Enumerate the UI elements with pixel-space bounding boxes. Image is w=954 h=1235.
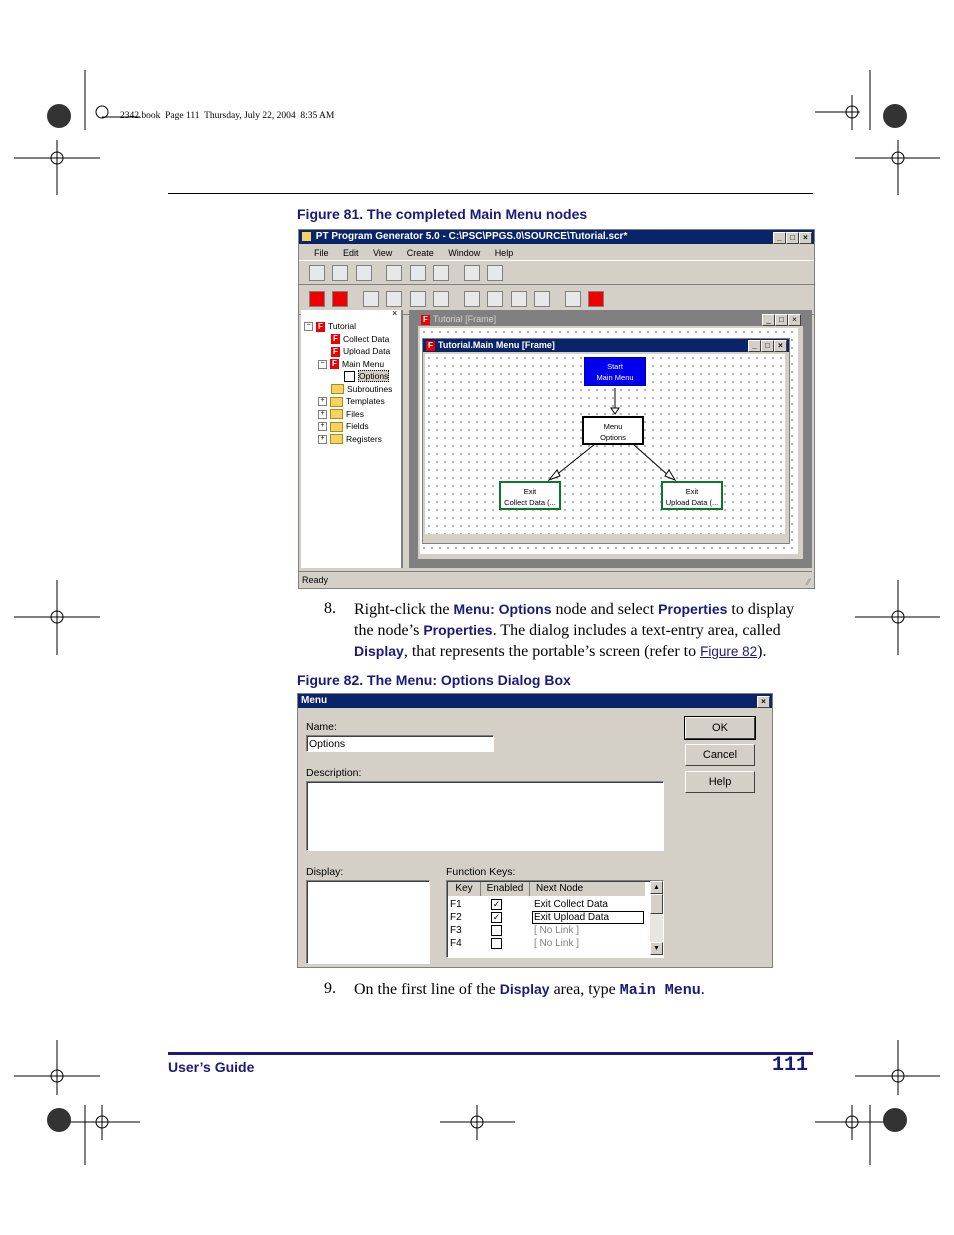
step8-number: 8. bbox=[324, 600, 336, 617]
tree-item-options[interactable]: Options bbox=[304, 370, 401, 383]
exit-collect-node[interactable]: Exit Collect Data (... bbox=[499, 481, 561, 510]
step9-paragraph: On the first line of the Display area, type Main Menu. bbox=[354, 981, 705, 999]
new-file-icon[interactable] bbox=[309, 265, 325, 281]
folder-icon bbox=[330, 422, 343, 432]
tree-item-templates[interactable]: + Templates bbox=[304, 395, 401, 408]
frame-close-button[interactable]: × bbox=[788, 314, 801, 326]
figure82-link[interactable]: Figure 82 bbox=[700, 644, 758, 659]
figure81-caption: Figure 81. The completed Main Menu nodes bbox=[297, 206, 588, 222]
table-row[interactable]: F4 [ No Link ] bbox=[450, 938, 580, 949]
table-row[interactable]: F2 ✓ Exit Upload Data bbox=[448, 911, 645, 924]
footer-rule bbox=[168, 1052, 813, 1055]
header-stamp: 2342.book Page 111 Thursday, July 22, 2004 8:35 AM bbox=[120, 111, 335, 121]
help-icon[interactable] bbox=[487, 265, 503, 281]
frame-icon: F bbox=[330, 359, 339, 369]
description-textarea[interactable] bbox=[306, 781, 664, 851]
dialog-title-bar bbox=[298, 694, 772, 708]
menu-bar bbox=[299, 244, 814, 261]
folder-icon bbox=[331, 384, 344, 394]
status-bar bbox=[299, 571, 812, 588]
tree-item-registers[interactable]: + Registers bbox=[304, 433, 401, 446]
tree-pane-close-icon[interactable]: × bbox=[392, 308, 398, 318]
save-icon[interactable] bbox=[356, 265, 372, 281]
enabled-checkbox[interactable] bbox=[491, 925, 502, 936]
table-header bbox=[448, 882, 645, 896]
app-title-bar bbox=[299, 230, 814, 244]
scrollbar[interactable] bbox=[650, 881, 663, 955]
frame-icon: F bbox=[421, 315, 430, 325]
expand-icon[interactable]: + bbox=[318, 435, 327, 444]
folder-icon bbox=[330, 397, 343, 407]
minimize-button[interactable]: _ bbox=[773, 232, 786, 244]
name-input[interactable]: Options bbox=[306, 735, 494, 752]
function-keys-label: Function Keys: bbox=[446, 866, 516, 878]
description-label: Description: bbox=[306, 767, 362, 779]
menu-edit[interactable]: Edit bbox=[342, 248, 359, 258]
table-row[interactable]: F3 [ No Link ] bbox=[450, 925, 580, 936]
shape-icon-1[interactable] bbox=[386, 291, 402, 307]
top-rule bbox=[168, 193, 813, 194]
close-button[interactable]: × bbox=[799, 232, 812, 244]
cut-icon[interactable] bbox=[386, 265, 402, 281]
node-icon-1[interactable] bbox=[464, 291, 480, 307]
inner-close-button[interactable]: × bbox=[774, 340, 787, 352]
frame-title-bar: F Tutorial [Frame] _ □ × bbox=[418, 313, 803, 326]
subroutine-icon[interactable] bbox=[332, 291, 348, 307]
status-text: Ready bbox=[302, 575, 329, 585]
copy-icon[interactable] bbox=[410, 265, 426, 281]
paste-icon[interactable] bbox=[433, 265, 449, 281]
node-icon-3[interactable] bbox=[511, 291, 527, 307]
template-icon[interactable] bbox=[363, 291, 379, 307]
resize-grip-icon[interactable]: ⁄⁄ bbox=[806, 577, 810, 587]
display-textarea[interactable] bbox=[306, 880, 430, 964]
menu-help[interactable]: Help bbox=[494, 248, 514, 258]
frame-icon: F bbox=[426, 341, 435, 351]
page-number: 111 bbox=[771, 1054, 808, 1077]
node-icon-4[interactable] bbox=[534, 291, 550, 307]
app-window bbox=[298, 229, 815, 589]
step9-number: 9. bbox=[324, 980, 336, 997]
help-button[interactable]: Help bbox=[685, 771, 755, 793]
expand-icon[interactable]: + bbox=[318, 422, 327, 431]
tree-item-fields[interactable]: + Fields bbox=[304, 420, 401, 433]
phone-icon[interactable] bbox=[565, 291, 581, 307]
menu-dialog bbox=[297, 693, 773, 968]
menu-options-node[interactable]: Menu Options bbox=[582, 416, 644, 445]
shape-icon-2[interactable] bbox=[410, 291, 426, 307]
menu-window[interactable]: Window bbox=[448, 248, 481, 258]
mdi-area bbox=[409, 310, 812, 568]
menu-create[interactable]: Create bbox=[406, 248, 434, 258]
enabled-checkbox[interactable]: ✓ bbox=[492, 912, 501, 922]
shape-icon-3[interactable] bbox=[433, 291, 449, 307]
function-keys-table bbox=[446, 880, 664, 958]
tree-item-collect-data[interactable]: F Collect Data bbox=[304, 333, 401, 346]
frame-icon: F bbox=[331, 347, 340, 357]
expand-icon[interactable]: + bbox=[318, 410, 327, 419]
col-enabled[interactable]: Enabled bbox=[481, 882, 530, 896]
cancel-button[interactable]: Cancel bbox=[685, 744, 755, 766]
toolbar-1 bbox=[299, 261, 814, 285]
tree-item-main-menu[interactable]: − F Main Menu bbox=[304, 358, 401, 371]
exit-arrow-icon[interactable] bbox=[588, 291, 604, 307]
dialog-title: Menu bbox=[301, 695, 328, 706]
scroll-down-icon[interactable]: ▼ bbox=[650, 942, 663, 955]
inner-minimize-button[interactable]: _ bbox=[748, 340, 761, 352]
enabled-checkbox[interactable] bbox=[491, 938, 502, 949]
scroll-thumb[interactable] bbox=[650, 894, 663, 914]
collapse-icon[interactable]: − bbox=[304, 322, 313, 331]
table-row[interactable]: F1 ✓ Exit Collect Data bbox=[450, 899, 608, 910]
open-folder-icon[interactable] bbox=[332, 265, 348, 281]
tree-item-tutorial[interactable]: − F Tutorial bbox=[304, 320, 401, 333]
inner-frame-window bbox=[422, 338, 790, 544]
enabled-checkbox[interactable]: ✓ bbox=[492, 899, 501, 909]
footer-title: User’s Guide bbox=[168, 1059, 255, 1075]
expand-icon[interactable]: + bbox=[318, 397, 327, 406]
name-label: Name: bbox=[306, 721, 337, 733]
frame-maximize-button[interactable]: □ bbox=[775, 314, 788, 326]
menu-view[interactable]: View bbox=[372, 248, 393, 258]
menu-file[interactable]: File bbox=[314, 248, 329, 258]
exit-upload-node[interactable]: Exit Upload Data (... bbox=[661, 481, 723, 510]
start-node[interactable]: Start Main Menu bbox=[584, 357, 646, 386]
display-label: Display: bbox=[306, 866, 344, 878]
menu-node-icon bbox=[344, 371, 355, 382]
print-icon[interactable] bbox=[464, 265, 480, 281]
app-icon bbox=[302, 232, 311, 241]
tree-item-subroutines[interactable]: Subroutines bbox=[304, 383, 401, 396]
folder-icon bbox=[330, 409, 343, 419]
step8-paragraph: Right-click the Menu: Options node and select Properties to display the node’s Properties. The dialog includes a text-entry area, called Display, that represents the portable’s screen (refer to Figure 82). bbox=[354, 601, 795, 660]
collapse-icon[interactable]: − bbox=[318, 360, 327, 369]
frame-minimize-button[interactable]: _ bbox=[762, 314, 775, 326]
folder-icon bbox=[330, 434, 343, 444]
ok-button[interactable]: OK bbox=[685, 717, 755, 739]
tree-item-upload-data[interactable]: F Upload Data bbox=[304, 345, 401, 358]
col-next-node[interactable]: Next Node bbox=[536, 883, 584, 894]
col-key[interactable]: Key bbox=[448, 882, 481, 896]
maximize-button[interactable]: □ bbox=[786, 232, 799, 244]
frame-window bbox=[417, 312, 804, 560]
app-title: PT Program Generator 5.0 - C:\PSC\PPGS.0\SOURCE\Tutorial.scr* bbox=[315, 231, 628, 242]
figure82-caption: Figure 82. The Menu: Options Dialog Box bbox=[297, 672, 571, 688]
node-icon-2[interactable] bbox=[487, 291, 503, 307]
scroll-up-icon[interactable]: ▲ bbox=[650, 881, 663, 894]
inner-title-bar: F Tutorial.Main Menu [Frame] _ □ × bbox=[423, 339, 789, 352]
tree-item-files[interactable]: + Files bbox=[304, 408, 401, 421]
tree-pane bbox=[301, 310, 403, 568]
frame-icon: F bbox=[331, 334, 340, 344]
frame-icon[interactable] bbox=[309, 291, 325, 307]
dialog-close-button[interactable]: × bbox=[757, 696, 770, 708]
diagram-canvas[interactable] bbox=[425, 354, 785, 534]
inner-maximize-button[interactable]: □ bbox=[761, 340, 774, 352]
frame-icon: F bbox=[316, 322, 325, 332]
